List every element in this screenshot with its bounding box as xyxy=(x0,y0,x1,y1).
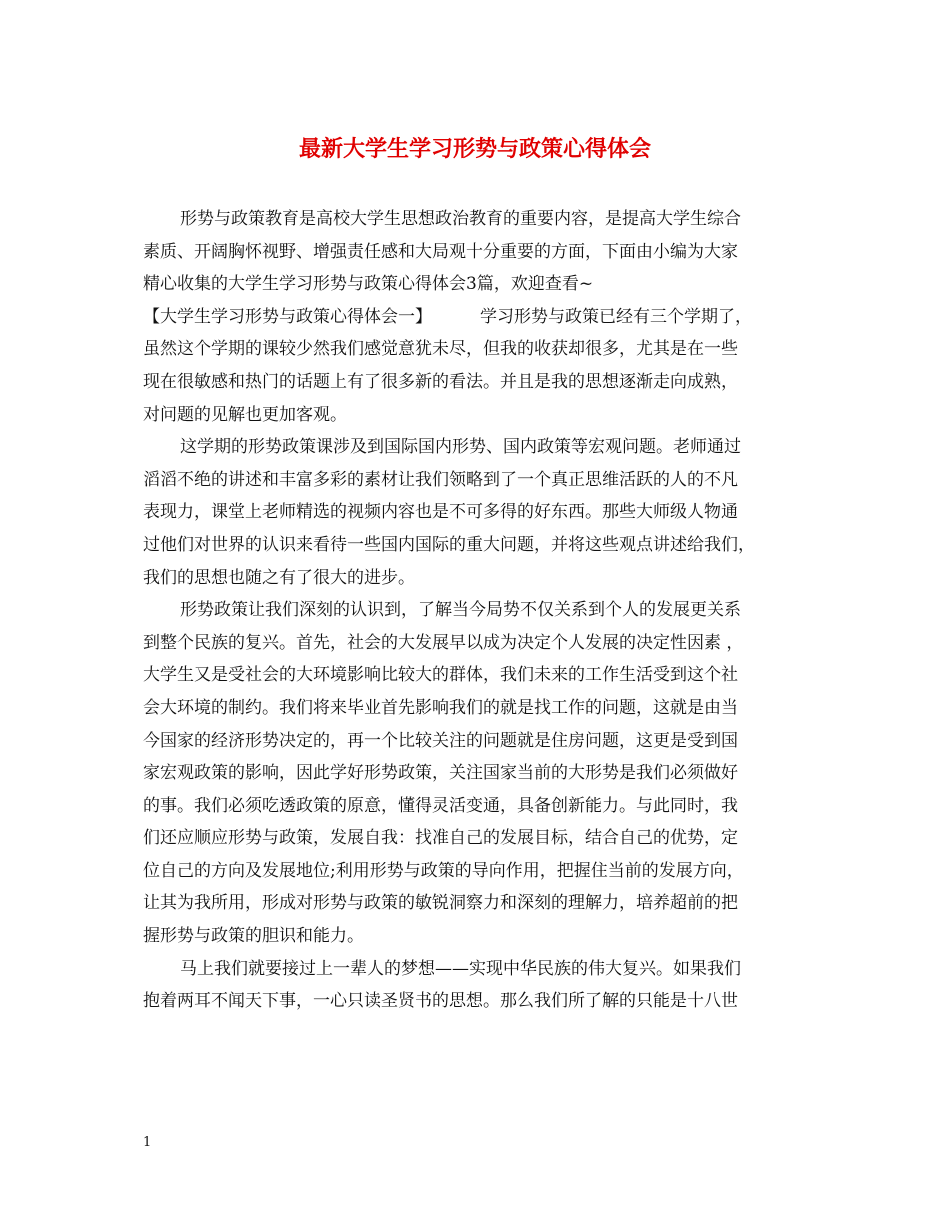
paragraph-line: 形势与政策教育是高校大学生思想政治教育的重要内容，是提高大学生综合 xyxy=(180,209,741,229)
paragraph-line: 家宏观政策的影响，因此学好形势政策，关注国家当前的大形势是我们必须做好 xyxy=(143,763,738,784)
paragraph-line: 今国家的经济形势决定的，再一个比较关注的问题就是住房问题，这更是受到国 xyxy=(143,730,738,751)
paragraph-line: 形势政策让我们深刻的认识到，了解当今局势不仅关系到个人的发展更关系 xyxy=(180,600,741,621)
paragraph-line: 抱着两耳不闻天下事，一心只读圣贤书的思想。那么我们所了解的只能是十八世 xyxy=(143,991,738,1012)
document-title: 最新大学生学习形势与政策心得体会 xyxy=(298,136,651,162)
paragraph-line: 素质、开阔胸怀视野、增强责任感和大局观十分重要的方面，下面由小编为大家 xyxy=(143,241,738,262)
paragraph-line: 对问题的见解也更加客观。 xyxy=(143,404,347,425)
paragraph-line: 们还应顺应形势与政策，发展自我：找准自己的发展目标，结合自己的优势，定 xyxy=(143,828,738,849)
paragraph-line: 位自己的方向及发展地位;利用形势与政策的导向作用，把握住当前的发展方向， xyxy=(143,860,744,881)
paragraph-line: 马上我们就要接过上一辈人的梦想——实现中华民族的伟大复兴。如果我们 xyxy=(180,958,741,979)
paragraph-line: 握形势与政策的胆识和能力。 xyxy=(143,926,364,947)
paragraph-line: 学习形势与政策已经有三个学期了， xyxy=(480,306,752,327)
page-number: 1 xyxy=(143,1135,152,1150)
paragraph-line: 过他们对世界的认识来看待一些国内国际的重大问题，并将这些观点讲述给我们， xyxy=(143,534,755,555)
paragraph-line: 大学生又是受社会的大环境影响比较大的群体，我们未来的工作生活受到这个社 xyxy=(143,665,738,686)
paragraph-line: 我们的思想也随之有了很大的进步。 xyxy=(143,567,415,588)
paragraph-line: 虽然这个学期的课较少然我们感觉意犹未尽，但我的收获却很多，尤其是在一些 xyxy=(143,339,738,360)
paragraph-line: 的事。我们必须吃透政策的原意，懂得灵活变通，具备创新能力。与此同时，我 xyxy=(143,795,738,816)
paragraph-line: 让其为我所用，形成对形势与政策的敏锐洞察力和深刻的理解力，培养超前的把 xyxy=(143,893,738,914)
section-heading-line xyxy=(143,301,828,334)
document-body xyxy=(143,203,828,1018)
paragraph-line: 这学期的形势政策课涉及到国际国内形势、国内政策等宏观问题。老师通过 xyxy=(180,437,741,458)
paragraph-line: 滔滔不绝的讲述和丰富多彩的素材让我们领略到了一个真正思维活跃的人的不凡 xyxy=(143,469,738,490)
section-heading: 【大学生学习形势与政策心得体会一】 xyxy=(143,306,432,327)
paragraph-line: 现在很敏感和热门的话题上有了很多新的看法。并且是我的思想逐渐走向成熟， xyxy=(143,371,738,392)
paragraph-line: 会大环境的制约。我们将来毕业首先影响我们的就是找工作的问题，这就是由当 xyxy=(143,697,738,718)
paragraph-line: 到整个民族的复兴。首先，社会的大发展早以成为决定个人发展的决定性因素 ， xyxy=(143,632,744,653)
paragraph-line: 表现力，课堂上老师精选的视频内容也是不可多得的好东西。那些大师级人物通 xyxy=(143,502,738,523)
paragraph-line: 精心收集的大学生学习形势与政策心得体会3篇，欢迎查看~ xyxy=(143,274,594,295)
